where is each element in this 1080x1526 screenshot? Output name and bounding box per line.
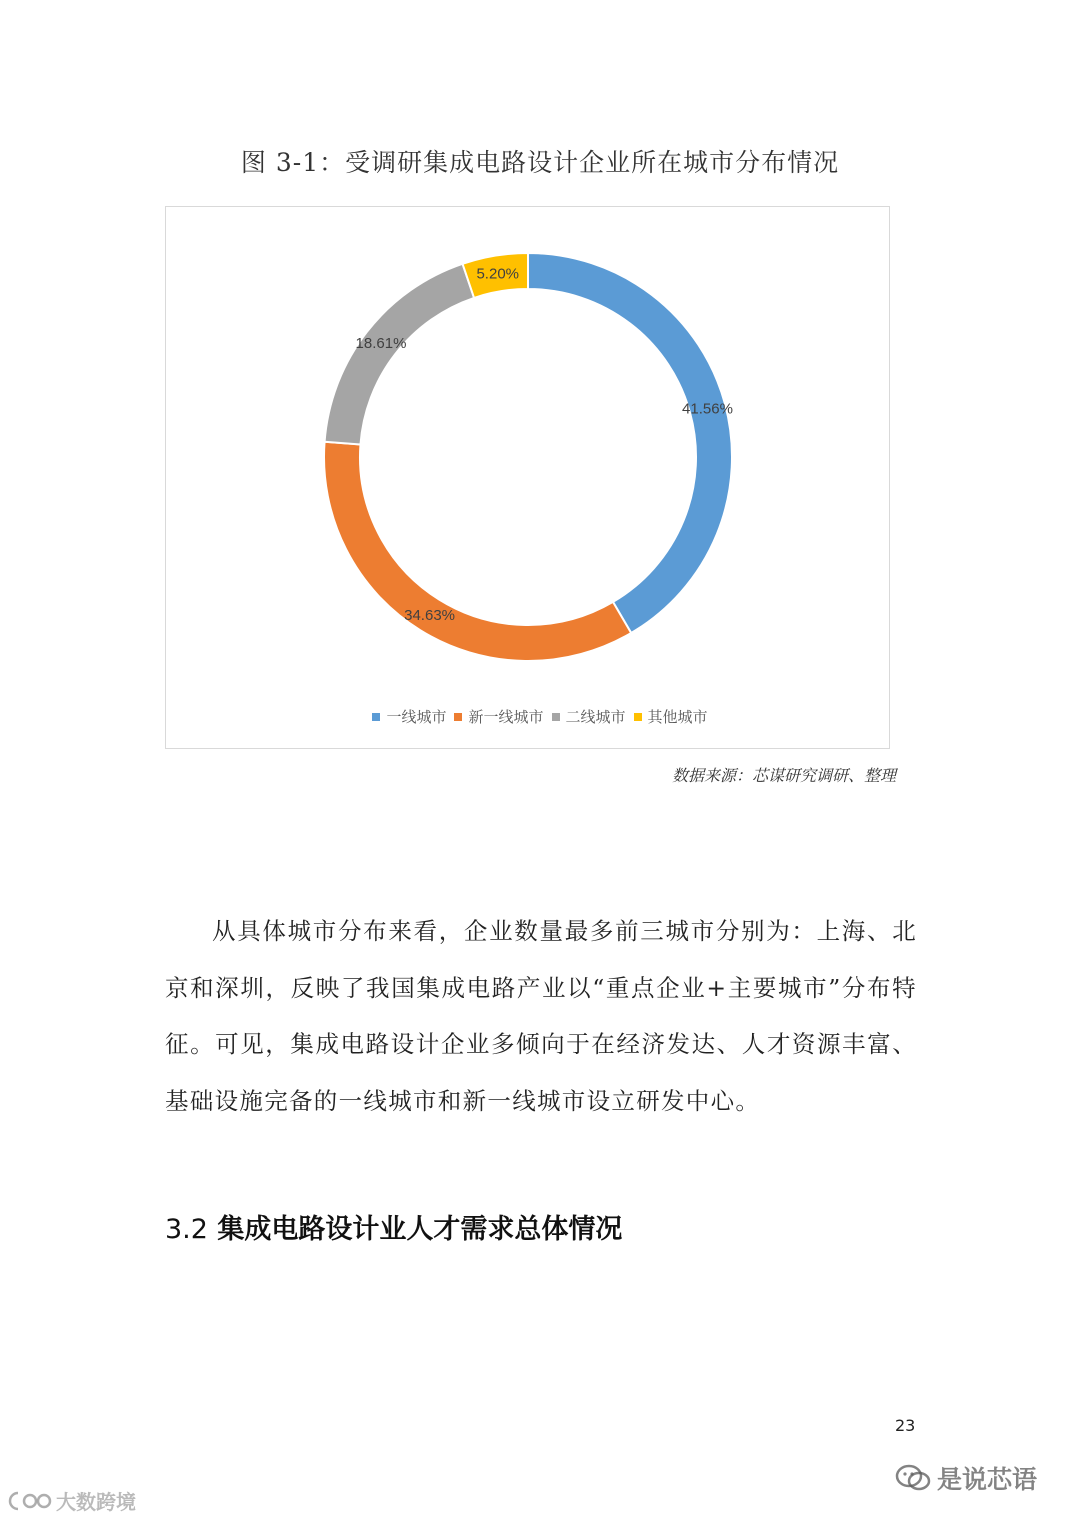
legend-swatch-3 xyxy=(552,713,560,721)
legend-label-1: 一线城市 xyxy=(386,708,447,726)
legend-item-4 xyxy=(634,706,708,727)
watermark-left xyxy=(8,1486,136,1515)
legend-label-4: 其他城市 xyxy=(647,708,708,726)
chart-legend xyxy=(0,706,1080,727)
donut-label-2: 34.63% xyxy=(404,606,456,624)
donut-slice-3 xyxy=(325,264,475,445)
donut-slice-1 xyxy=(528,253,732,633)
legend-label-2: 新一线城市 xyxy=(468,708,544,726)
legend-swatch-1 xyxy=(372,713,380,721)
chart-frame xyxy=(165,206,890,749)
logo-icon xyxy=(8,1489,52,1513)
donut-label-1: 41.56% xyxy=(682,400,733,418)
legend-item-2 xyxy=(454,706,543,727)
figure-source: 数据来源：芯谋研究调研、整理 xyxy=(671,766,896,785)
donut-chart xyxy=(166,207,891,750)
legend-item-3 xyxy=(552,706,626,727)
donut-label-3: 18.61% xyxy=(355,335,407,353)
body-paragraph: 从具体城市分布来看，企业数量最多前三城市分别为：上海、北京和深圳，反映了我国集成电路产业以“重点企业+主要城市”分布特征。可见，集成电路设计企业多倾向于在经济发达、人才资源丰富、基础设施完备的一线城市和新一线城市设立研发中心。 xyxy=(165,917,917,1115)
donut-label-4: 5.20% xyxy=(476,265,520,283)
legend-label-3: 二线城市 xyxy=(565,708,626,726)
section-heading xyxy=(165,1207,622,1246)
watermark-right xyxy=(893,1460,1037,1496)
watermark-right-text: 是说芯语 xyxy=(937,1465,1038,1494)
figure-title: 图 3-1：受调研集成电路设计企业所在城市分布情况 xyxy=(240,148,840,177)
donut-slice-2 xyxy=(324,442,631,661)
legend-item-1 xyxy=(372,706,446,727)
legend-swatch-4 xyxy=(634,713,642,721)
section-title: 集成电路设计业人才需求总体情况 xyxy=(217,1214,623,1245)
watermark-left-text: 大数跨境 xyxy=(56,1490,136,1514)
legend-swatch-2 xyxy=(454,713,462,721)
section-number: 3.2 xyxy=(165,1214,208,1245)
wechat-icon xyxy=(893,1463,933,1493)
page-number: 23 xyxy=(895,1416,916,1435)
